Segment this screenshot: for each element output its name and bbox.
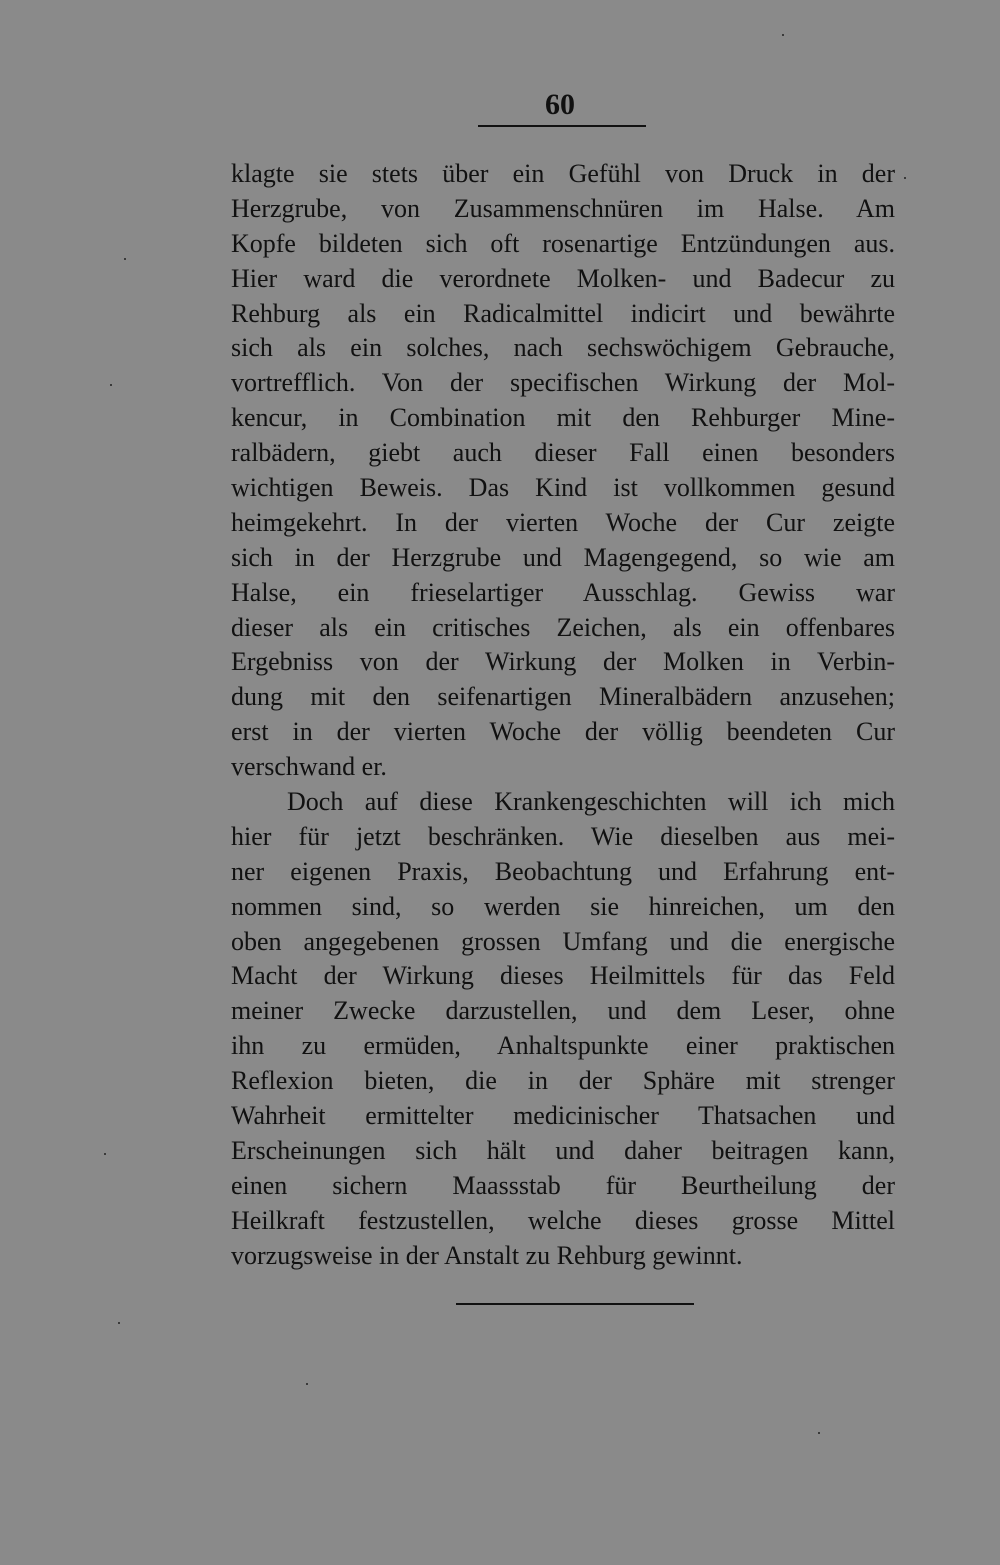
body-text: [231, 157, 895, 1274]
scan-speck: [782, 34, 784, 36]
text-line: Halse, ein frieselartiger Ausschlag. Gewiss war: [231, 577, 895, 607]
text-line: verschwand er.: [231, 752, 387, 782]
scan-speck: [110, 384, 112, 386]
text-line: Rehburg als ein Radicalmittel indicirt und bewährte: [231, 298, 895, 328]
text-line: oben angegebenen grossen Umfang und die energische: [231, 926, 895, 956]
text-line: ralbädern, giebt auch dieser Fall einen besonders: [231, 438, 895, 468]
scan-speck: [104, 1153, 106, 1155]
text-line: vorzugsweise in der Anstalt zu Rehburg gewinnt.: [231, 1240, 743, 1270]
text-line: Herzgrube, von Zusammenschnüren im Halse. Am: [231, 193, 895, 223]
text-line: Ergebniss von der Wirkung der Molken in Verbin-: [231, 647, 895, 677]
text-line: Hier ward die verordnete Molken- und Badecur zu: [231, 263, 895, 293]
scan-speck: [818, 1432, 820, 1434]
text-line: sich in der Herzgrube und Magengegend, so wie am: [231, 542, 895, 572]
text-line: ner eigenen Praxis, Beobachtung und Erfahrung ent-: [231, 856, 895, 886]
scan-speck: [118, 1322, 120, 1324]
text-line: Kopfe bildeten sich oft rosenartige Entzündungen aus.: [231, 228, 895, 258]
text-line: wichtigen Beweis. Das Kind ist vollkommen gesund: [231, 473, 895, 503]
text-line: hier für jetzt beschränken. Wie dieselben aus mei-: [231, 821, 895, 851]
text-line: sich als ein solches, nach sechswöchigem Gebrauche,: [231, 333, 895, 363]
text-line: Heilkraft festzustellen, welche dieses grosse Mittel: [231, 1205, 895, 1235]
text-line: dung mit den seifenartigen Mineralbädern anzusehen;: [231, 682, 895, 712]
text-line: heimgekehrt. In der vierten Woche der Cur zeigte: [231, 507, 895, 537]
text-line: ihn zu ermüden, Anhaltspunkte einer praktischen: [231, 1031, 895, 1061]
text-line: nommen sind, so werden sie hinreichen, um den: [231, 891, 895, 921]
text-line: Erscheinungen sich hält und daher beitragen kann,: [231, 1135, 895, 1165]
text-line: klagte sie stets über ein Gefühl von Druck in der: [231, 159, 895, 188]
text-line: Macht der Wirkung dieses Heilmittels für das Feld: [231, 961, 895, 991]
text-line: einen sichern Maassstab für Beurtheilung der: [231, 1170, 895, 1200]
scan-speck: [904, 177, 906, 179]
scan-speck: [124, 258, 126, 260]
footer-rule: [456, 1303, 694, 1305]
text-line: meiner Zwecke darzustellen, und dem Leser, ohne: [231, 996, 895, 1026]
text-line: dieser als ein critisches Zeichen, als ein offenbares: [231, 612, 895, 642]
text-line: Reflexion bieten, die in der Sphäre mit strenger: [231, 1066, 895, 1096]
text-line: erst in der vierten Woche der völlig beendeten Cur: [231, 717, 895, 747]
text-line: kencur, in Combination mit den Rehburger Mine-: [231, 403, 895, 433]
text-line: vortrefflich. Von der specifischen Wirkung der Mol-: [231, 368, 895, 398]
page-number: 60: [545, 88, 575, 121]
scan-speck: [306, 1383, 308, 1385]
header-rule: [478, 125, 646, 127]
text-line: Wahrheit ermittelter medicinischer Thatsachen und: [231, 1101, 895, 1131]
text-line: Doch auf diese Krankengeschichten will ich mich: [287, 787, 895, 817]
